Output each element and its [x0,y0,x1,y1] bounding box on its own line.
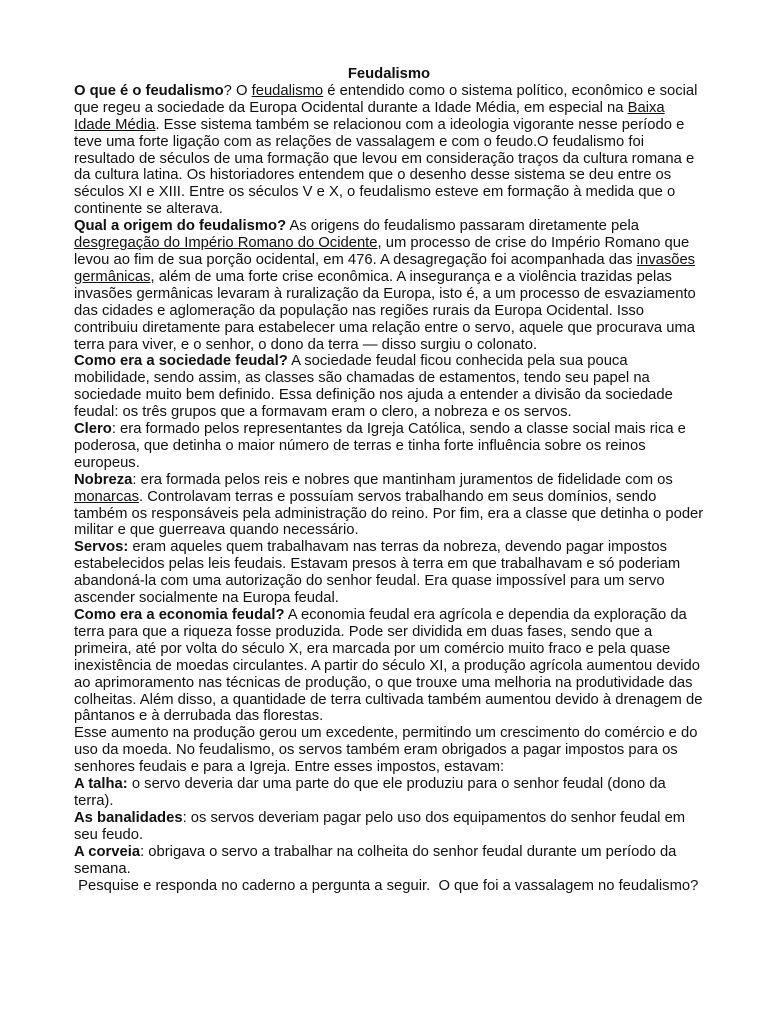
document-page [74,66,704,894]
paragraph-text: : obrigava o servo a trabalhar na colheita do senhor feudal durante um período da semana. [74,843,677,877]
paragraph-origin [74,218,704,353]
paragraph-text: A economia feudal era agrícola e dependia da exploração da terra para que a riqueza fosse produzida. Pode ser dividida em duas fases, sendo que a primeira, até por volta do século X, era marcada por um comércio muito fraco e pela quase inexistência de moedas circulantes. A partir do século XI, a produção agrícola aumentou devido ao aprimoramento nas técnicas de produção, o que trouxe uma melhoria na produtividade das colheitas. Além disso, a quantidade de terra cultivada também aumentou devido à drenagem de pântanos e à derrubada das florestas. [74,607,703,725]
paragraph-text: eram aqueles quem trabalhavam nas terras da nobreza, devendo pagar impostos estabelecidos pelas leis feudais. Estavam presos à terra em que trabalhavam e só poderiam abandoná-la com uma autorização do senhor feudal. Era quase impossível para um servo ascender socialmente na Europa feudal. [74,539,681,607]
link-desagregacao-imperio[interactable]: desgregação do Império Romano do Ocidente [74,235,378,252]
paragraph-clero [74,421,704,472]
paragraph-text: . Esse sistema também se relacionou com a ideologia vigorante nesse período e teve uma forte ligação com as relações de vassalagem e com o feudo.O feudalismo foi resultado de séculos de uma formação que levou em consideração traços da cultura romana e da cultura latina. Os historiadores entendem que o desenho desse sistema se deu entre os séculos XI e XIII. Entre os séculos V e X, o feudalismo esteve em formação à medida que o continente se alterava. [74,116,695,218]
paragraph-corveia [74,844,704,878]
paragraph-text: As origens do feudalismo passaram diretamente pela [286,218,639,235]
link-feudalismo[interactable]: feudalismo [251,82,324,99]
term-heading: Nobreza [74,471,133,488]
paragraph-text: o servo deveria dar uma parte do que ele produziu para o senhor feudal (dono da terra). [74,776,666,809]
paragraph-exercise [74,878,704,895]
term-heading: A talha: [74,776,128,793]
link-monarcas[interactable]: monarcas [74,488,139,505]
paragraph-text: ? O [223,82,252,99]
question-heading: Como era a sociedade feudal? [74,353,288,370]
link-baixa-idade-media[interactable]: Baixa Idade Média [74,99,665,133]
paragraph-text: A sociedade feudal ficou conhecida pela sua pouca mobilidade, sendo assim, as classes são chamadas de estamentos, tendo seu papel na sociedade muito bem definido. Essa definição nos ajuda a entender a divisão da sociedade feudal: os três grupos que a formavam eram o clero, a nobreza e os servos. [74,353,673,421]
paragraph-text: , além de uma forte crise econômica. A insegurança e a violência trazidas pelas invasões germânicas levaram à ruralização da Europa, isto é, a um processo de esvaziamento das cidades e aglomeração da população nas regiões rurais da Europa Ocidental. Isso contribuiu diretamente para estabelecer uma relação entre o servo, aquele que procurava uma terra para viver, e o senhor, o dono da terra — disso surgiu o colonato. [74,268,696,353]
question-heading: Qual a origem do feudalismo? [74,218,287,235]
question-heading: O que é o feudalismo [74,82,224,99]
paragraph-surplus [74,725,704,776]
paragraph-text: , um processo de crise do Império Romano que levou ao fim de sua porção ocidental, em 476. A desagregação foi acompanhada das [74,235,690,268]
paragraph-text: : era formada pelos reis e nobres que mantinham juramentos de fidelidade com os [132,471,673,488]
term-heading: Clero [74,421,112,438]
document-title: Feudalismo [347,66,431,82]
exercise-prompt: Pesquise e responda no caderno a pergunta a seguir. O que foi a vassalagem no feudalismo? [74,877,699,894]
paragraph-text: : os servos deveriam pagar pelo uso dos equipamentos do senhor feudal em seu feudo. [74,809,686,843]
paragraph-nobreza [74,472,704,540]
paragraph-text: : era formado pelos representantes da Igreja Católica, sendo a classe social mais rica e poderosa, que detinha o maior número de terras e tinha forte influência sobre os reinos europeus. [74,421,686,471]
paragraph-servos [74,539,704,607]
question-heading: Como era a economia feudal? [74,607,285,623]
term-heading: A corveia [74,843,141,860]
paragraph-society [74,353,704,421]
paragraph-economy [74,607,704,725]
paragraph-text: . Controlavam terras e possuíam servos trabalhando em seus domínios, sendo também os responsáveis pela administração do reino. Por fim, era a classe que detinha o poder militar e que guerreava quando necessário. [74,488,704,539]
paragraph-text: é entendido como o sistema político, econômico e social que regeu a sociedade da Europa Ocidental durante a Idade Média, em especial na [74,82,698,116]
paragraph-banalidades [74,810,704,844]
paragraph-what-is-feudalism [74,83,704,218]
paragraph-text: Esse aumento na produção gerou um excedente, permitindo um crescimento do comércio e do uso da moeda. No feudalismo, os servos também eram obrigados a pagar impostos para os senhores feudais e para a Igreja. Entre esses impostos, estavam: [74,725,698,776]
term-heading: Servos: [74,539,129,556]
paragraph-talha [74,776,704,810]
term-heading: As banalidades [74,809,183,826]
link-invasoes-germanicas[interactable]: invasões germânicas [74,251,696,285]
